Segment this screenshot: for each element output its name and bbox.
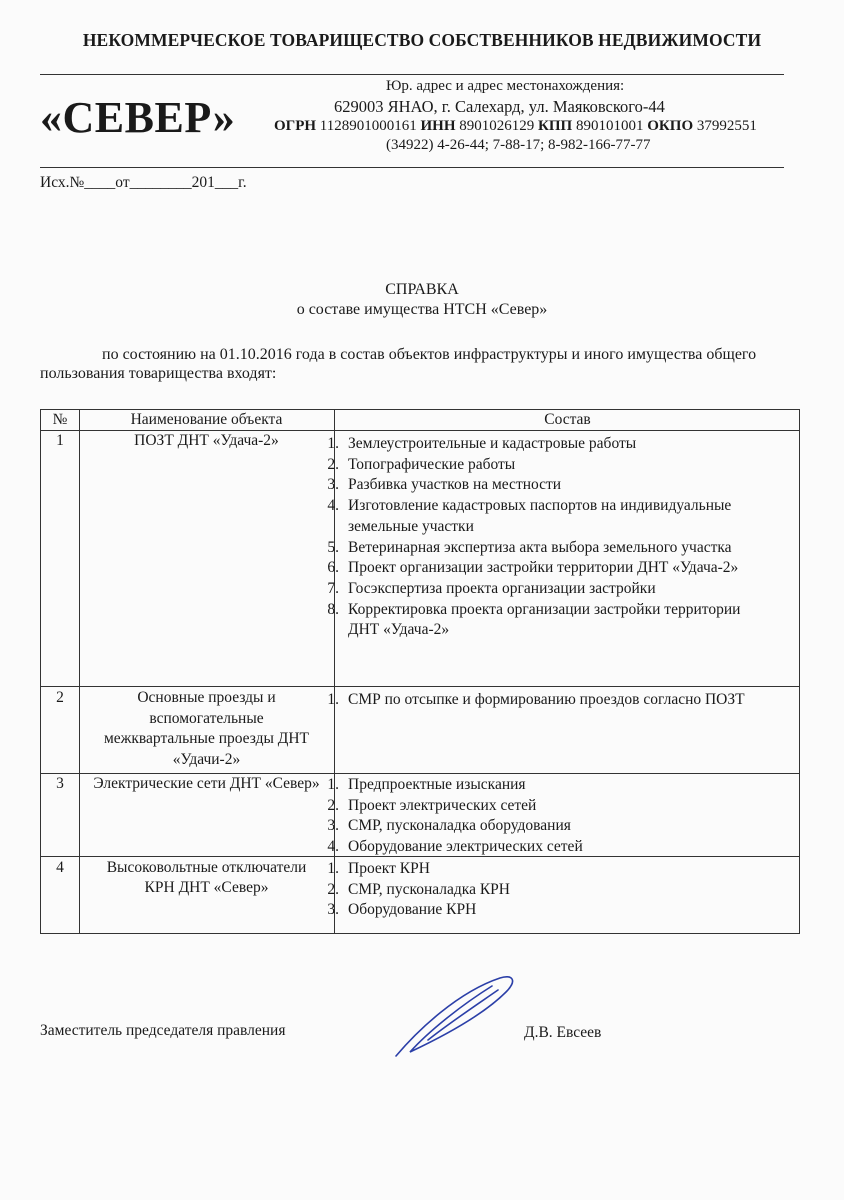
row-3-num: 3 bbox=[56, 775, 64, 792]
okpo-value: 37992551 bbox=[696, 118, 757, 134]
kpp-value: 890101001 bbox=[575, 118, 644, 134]
table-column-divider bbox=[79, 410, 80, 933]
handwritten-signature bbox=[388, 970, 528, 1065]
row-4-name: Высоковольтные отключатели КРН ДНТ «Север» bbox=[106, 859, 307, 896]
list-item: 4. Изготовление кадастровых паспортов на индивидуальные земельные участки bbox=[327, 497, 732, 535]
address: 629003 ЯНАО, г. Салехард, ул. Маяковского-44 bbox=[334, 97, 665, 116]
row-1-num: 1 bbox=[56, 432, 64, 449]
header-top-rule bbox=[40, 74, 784, 75]
list-item: 1. Проект КРН bbox=[327, 860, 430, 877]
ogrn-value: 1128901000161 bbox=[319, 118, 417, 134]
signatory-position: Заместитель председателя правления bbox=[40, 1022, 286, 1039]
table-row-divider bbox=[41, 686, 799, 687]
registration-codes bbox=[274, 118, 757, 135]
outgoing-number-line: Исх.№____от________201___г. bbox=[40, 174, 247, 191]
row-1-composition-list bbox=[309, 434, 761, 641]
row-4-composition-list bbox=[309, 859, 761, 921]
list-item: 3. СМР, пусконаладка оборудования bbox=[327, 817, 571, 835]
row-3-name: Электрические сети ДНТ «Север» bbox=[93, 775, 320, 792]
row-1-name: ПОЗТ ДНТ «Удача-2» bbox=[134, 432, 279, 449]
header-num: № bbox=[52, 411, 68, 428]
list-item: 7. Госэкспертиза проекта организации застройки bbox=[327, 579, 656, 597]
row-2-num: 2 bbox=[56, 689, 64, 706]
kpp-label: КПП bbox=[538, 118, 573, 134]
list-item: 2. СМР, пусконаладка КРН bbox=[327, 880, 510, 898]
header-name: Наименование объекта bbox=[130, 411, 283, 428]
list-item: 1. Предпроектные изыскания bbox=[327, 776, 526, 793]
organization-full-name: НЕКОММЕРЧЕСКОЕ ТОВАРИЩЕСТВО СОБСТВЕННИКОВ НЕДВИЖИМОСТИ bbox=[82, 30, 762, 50]
phones: (34922) 4-26-44; 7-88-17; 8-982-166-77-77 bbox=[386, 137, 651, 153]
row-3-composition-list bbox=[309, 775, 761, 858]
list-item: 3. Разбивка участков на местности bbox=[327, 476, 562, 494]
document-subtitle: о составе имущества НТСН «Север» bbox=[296, 301, 548, 318]
row-2-composition-list bbox=[309, 690, 761, 711]
intro-paragraph: по состоянию на 01.10.2016 года в состав объектов инфраструктуры и иного имущества общего пользования товарищества входят: bbox=[40, 346, 757, 382]
ogrn-label: ОГРН bbox=[274, 118, 317, 134]
list-item: 1. Землеустроительные и кадастровые работы bbox=[327, 435, 637, 452]
list-item: 6. Проект организации застройки территории ДНТ «Удача-2» bbox=[327, 559, 739, 577]
list-item: 3. Оборудование КРН bbox=[327, 901, 477, 919]
inn-label: ИНН bbox=[420, 118, 456, 134]
list-item: 4. Оборудование электрических сетей bbox=[327, 838, 583, 856]
okpo-label: ОКПО bbox=[647, 118, 694, 134]
inn-value: 8901026129 bbox=[459, 118, 535, 134]
list-item: 2. Проект электрических сетей bbox=[327, 796, 537, 814]
list-item: 2. Топографические работы bbox=[327, 455, 516, 473]
row-4-num: 4 bbox=[56, 859, 64, 876]
list-item: 5. Ветеринарная экспертиза акта выбора земельного участка bbox=[327, 538, 732, 556]
header-composition: Состав bbox=[544, 411, 591, 428]
document-title: СПРАВКА bbox=[385, 281, 459, 298]
property-table bbox=[40, 409, 800, 934]
list-item: 8. Корректировка проекта организации застройки территории ДНТ «Удача-2» bbox=[327, 600, 741, 639]
signatory-name: Д.В. Евсеев bbox=[524, 1024, 602, 1041]
list-item: 1. СМР по отсыпке и формированию проездов согласно ПОЗТ bbox=[327, 691, 745, 708]
address-label: Юр. адрес и адрес местонахождения: bbox=[386, 78, 625, 94]
row-2-name: Основные проезды и вспомогательные межквартальные проезды ДНТ «Удачи-2» bbox=[103, 689, 310, 768]
organization-logo: «СЕВЕР» bbox=[40, 93, 236, 142]
header-bottom-rule bbox=[40, 167, 784, 168]
